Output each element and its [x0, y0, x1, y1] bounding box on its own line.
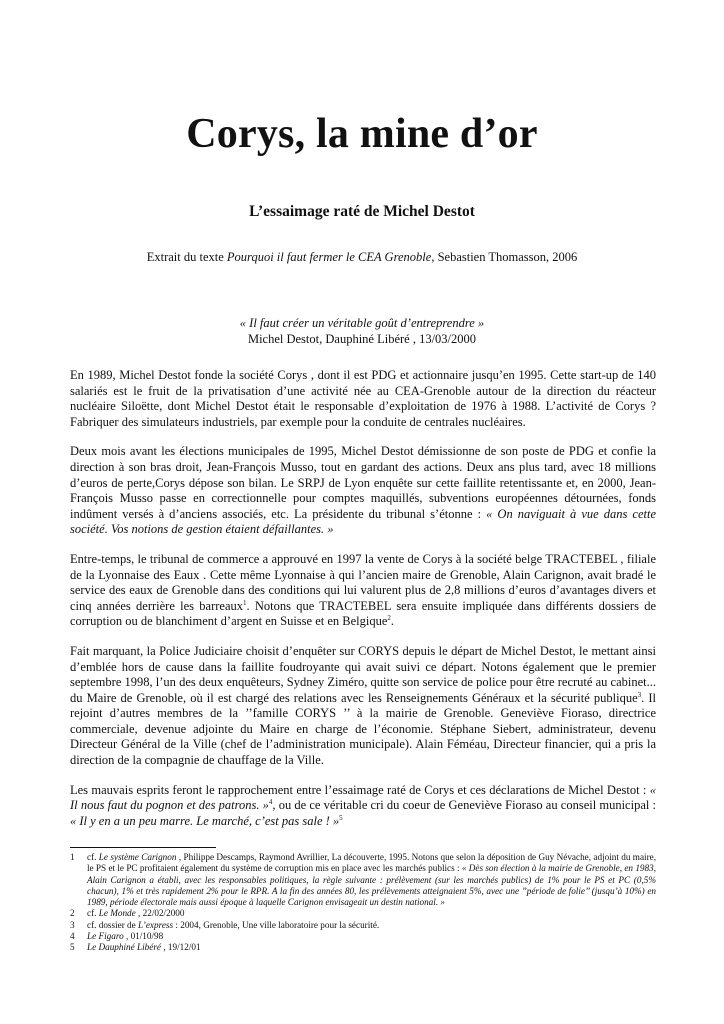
paragraph-3-text-b: . Notons que TRACTEBEL sera ensuite impliquée dans différents dossiers de corruption ou de blanchiment d’argent en Suisse et en Belgique: [70, 598, 656, 629]
paragraph-3-text-a: Entre-temps, le tribunal de commerce a approuvé en 1997 la vente de Corys à la société belge TRACTEBEL , filiale de la Lyonnaise des Eaux . Cette même Lyonnaise à qui l’ancien maire de Grenoble, Alain Carignon, avait bradé le service des eaux de Grenoble dans des conditions qui lui valurent plus de 2,8 millions d’euros d’avantages divers et cinq années derrière les barreaux: [70, 551, 656, 613]
footnote-ref-2[interactable]: 2: [387, 614, 391, 623]
paragraph-4-text-a: Fait marquant, la Police Judiciaire choisit d’enquêter sur CORYS depuis le départ de Michel Destot, le mettant ainsi d’emblée hors de cause dans la faillite foudroyante qui avait suivi ce départ. Notons également que le premier septembre 1998, l’un des deux enquêteurs, Sydney Ziméro, quitte son service de police pour être recruté au cabinet... du Maire de Grenoble, où il est chargé des relations avec les Renseignements Généraux et la sécurité publique: [70, 643, 656, 705]
footnote-work: Le Monde: [98, 908, 136, 919]
page-title: Corys, la mine d’or: [186, 111, 538, 157]
footnote-text: [87, 942, 656, 953]
footnote-1: [70, 852, 656, 908]
paragraph-3-text-c: .: [390, 614, 395, 629]
paragraph-3: [70, 552, 656, 630]
footnote-work: Le système Carignon: [98, 852, 177, 862]
footnote-ref-5[interactable]: 5: [339, 813, 343, 822]
footnote-ref-4[interactable]: 4: [268, 798, 273, 807]
footnote-4: [70, 931, 656, 942]
paragraph-5-quote-1: « Il nous faut du pognon et des patrons. »: [70, 782, 656, 813]
footnote-divider: [70, 847, 216, 848]
footnote-details: , 22/02/2000: [135, 908, 185, 919]
page-subtitle: L’essaimage raté de Michel Destot: [249, 203, 475, 220]
paragraph-4-text-b: . Il rejoint d’autres membres de la ’’famille CORYS ’’ à la mairie de Grenoble. Geneviève Fioraso, directrice commerciale, devenue adjointe du Maire en charge de l’économie. Stéphane Siebert, administrateur, devenu Directeur Général de la Ville (chef de l’administration municipale). Alain Féméau, Directeur financier, qui a pris la direction de la compagnie de chauffage de la Ville.: [70, 690, 656, 768]
footnote-work: L’express: [138, 919, 174, 930]
epigraph: [0, 315, 724, 347]
footnote-work: Le Dauphiné Libéré: [87, 942, 162, 953]
footnote-2: [70, 908, 656, 919]
footnote-prefix: cf.: [87, 852, 99, 862]
footnote-text: [87, 931, 656, 942]
paragraph-5-text-a: Les mauvais esprits feront le rapprochement entre l’essaimage raté de Corys et ces déclarations de Michel Destot :: [70, 782, 650, 797]
footnote-number: 5: [70, 942, 75, 953]
footnote-number: 3: [70, 919, 75, 930]
paragraph-1-text: En 1989, Michel Destot fonde la société Corys , dont il est PDG et actionnaire jusqu’en 1995. Cette start-up de 140 salariés est le fruit de la privatisation d’une activité née au CEA-Grenoble autour de la direction du réacteur nucléaire Siloëtte, dont Michel Destot était le responsable d’exploitation de 1976 à 1988. L’activité de Corys ? Fabriquer des simulateurs industriels, par exemple pour la conduite de centrales nucléaires.: [70, 368, 656, 429]
paragraph-5-quote-2: « Il y en a un peu marre. Le marché, c’est pas sale ! »: [70, 813, 340, 828]
paragraph-2: [70, 444, 656, 538]
footnote-text: [87, 908, 656, 919]
footnotes: [70, 852, 656, 954]
footnote-text: [87, 920, 656, 931]
paragraph-5-text-b: , ou de ce véritable cri du coeur de Geneviève Fioraso au conseil municipal :: [272, 798, 657, 813]
footnote-details: , 19/12/01: [161, 942, 201, 953]
extract-prefix: Extrait du texte: [146, 250, 227, 264]
paragraph-5: [70, 783, 656, 830]
footnote-details: , 01/10/98: [123, 931, 164, 942]
footnote-quote: « Dès son élection à la mairie de Grenoble, en 1983, Alain Carignon a établi, avec les responsables politiques, la règle suivante : prélèvement (sur les marchés publics) de 1% pour le PS et PC (0,5% chacun), 1% et très rapidement 2% pour le RPR. A la fin des années 80, les prélèvements atteignaient 5%, avec une ’’période de folie’’ (jusqu’à 10%) en 1989, période électorale mais aussi époque à laquelle Carignon envisageait un destin national. »: [87, 863, 657, 908]
footnote-number: 2: [70, 908, 75, 919]
paragraph-2-text: Deux mois avant les élections municipales de 1995, Michel Destot démissionne de son poste de PDG et confie la direction à son bras droit, Jean-François Musso, tout en gardant des actions. Deux ans plus tard, avec 18 millions d’euros de perte,Corys dépose son bilan. Le SRPJ de Lyon enquête sur cette faillite retentissante et, en 2000, Jean-François Musso passe en correctionnelle pour comptes maquillés, subventions européennes détournées, fonds indûment versés à d’anciens associés, etc. La présidente du tribunal s’étonne :: [70, 444, 656, 521]
footnote-details: : 2004, Grenoble, Une ville laboratoire pour la sécurité.: [173, 919, 380, 930]
extract-suffix: , Sebastien Thomasson, 2006: [431, 250, 578, 264]
footnote-prefix: cf. dossier de: [87, 919, 139, 930]
footnote-3: [70, 920, 656, 931]
footnote-prefix: cf.: [87, 908, 99, 919]
paragraph-1: [70, 368, 656, 430]
epigraph-source: Michel Destot, Dauphiné Libéré , 13/03/2000: [247, 332, 477, 346]
extract-line: [0, 250, 724, 265]
footnote-work: Le Figaro: [87, 931, 124, 942]
paragraph-2-quote: « On naviguait à vue dans cette société. Vos notions de gestion étaient défaillantes. »: [70, 506, 656, 537]
footnote-details: , Philippe Descamps, Raymond Avrillier, La découverte, 1995. Notons que selon la déposition de Guy Névache, adjoint du maire, le PS et le PC profitaient également du système de corruption mis en place avec les marchés publics :: [87, 852, 657, 874]
extract-work-title: Pourquoi il faut fermer le CEA Grenoble: [226, 250, 432, 264]
footnote-ref-3[interactable]: 3: [637, 690, 642, 699]
footnote-5: [70, 942, 656, 953]
footnote-number: 4: [70, 931, 75, 942]
epigraph-quote: « Il faut créer un véritable goût d’entreprendre »: [239, 316, 485, 330]
paragraph-4: [70, 644, 656, 769]
footnote-text: [87, 852, 656, 908]
article-body: [70, 368, 656, 843]
footnote-number: 1: [70, 852, 75, 862]
footnote-ref-1[interactable]: 1: [243, 598, 247, 607]
